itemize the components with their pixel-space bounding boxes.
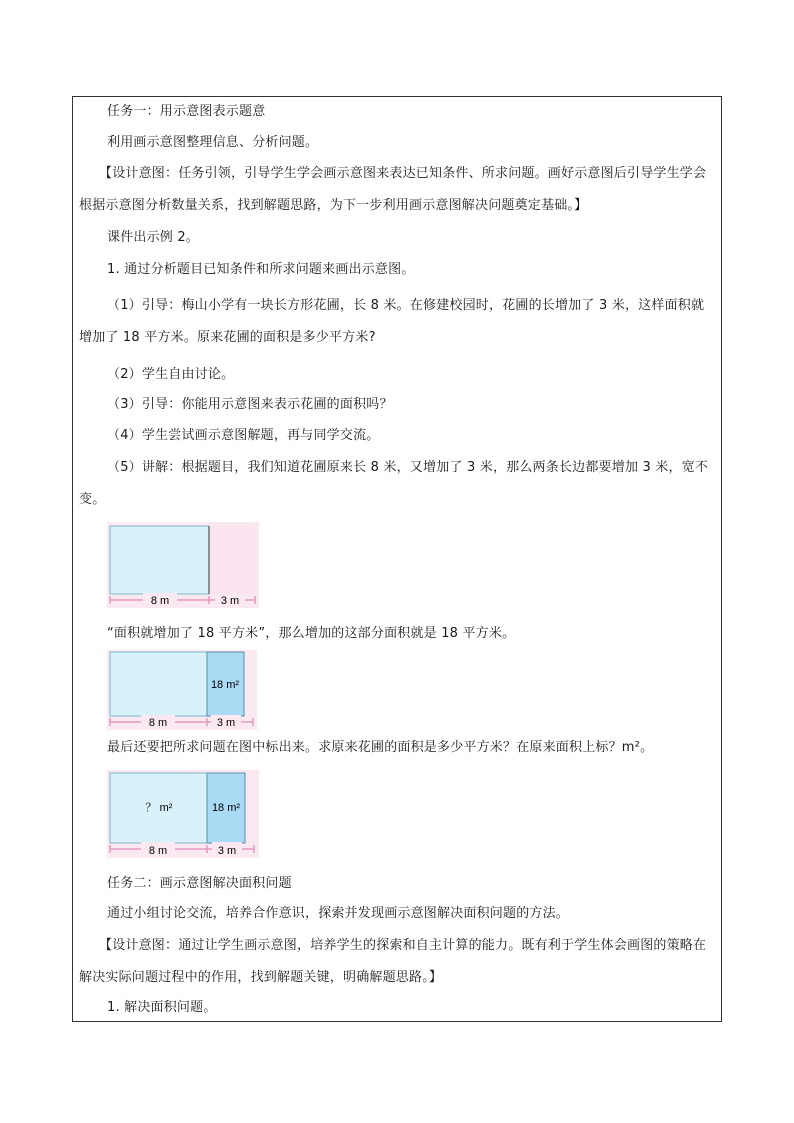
step-guide-3: （3）引导：你能用示意图来表示花圃的面积吗？ <box>107 397 393 412</box>
quote-area-added: “面积就增加了 18 平方米”，那么增加的这部分面积就是 18 平方米。 <box>107 626 516 641</box>
mark-unknown-instruction: 最后还要把所求问题在图中标出来。求原来花圃的面积是多少平方米？在原来面积上标？m²。 <box>107 740 654 755</box>
length-label-8m: 8 m <box>150 595 170 607</box>
task1-title: 任务一：用示意图表示题意 <box>107 104 266 119</box>
length-label-3m: 3 m <box>217 845 237 857</box>
length-label-3m: 3 m <box>216 717 236 729</box>
courseware-note: 课件出示例 2。 <box>107 230 200 245</box>
task2-title: 任务二：画示意图解决面积问题 <box>107 876 292 891</box>
step-guide-4: （4）学生尝试画示意图解题，再与同学交流。 <box>107 428 380 443</box>
step-guide-1: （1）引导：梅山小学有一块长方形花圃，长 8 米。在修建校园时，花圃的长增加了 3 米，这样面积就增加了 18 平方米。原来花圃的面积是多少平方米? <box>79 298 705 345</box>
task2-step-1: 1. 解决面积问题。 <box>107 1000 217 1015</box>
length-label-8m: 8 m <box>148 717 168 729</box>
diagram-unknown-area <box>107 770 259 858</box>
task1-goal: 利用画示意图整理信息、分析问题。 <box>107 135 319 150</box>
diagram-added-area <box>107 650 257 730</box>
step-guide-2: （2）学生自由讨论。 <box>107 367 235 382</box>
task2-goal: 通过小组讨论交流，培养合作意识，探索并发现画示意图解决面积问题的方法。 <box>107 906 570 921</box>
area-label-unknown: ？ m² <box>145 802 173 814</box>
diagram-original-garden <box>107 522 259 608</box>
task2-design-intent: 【设计意图：通过让学生画示意图，培养学生的探索和自主计算的能力。既有利于学生体会画图的策略在解决实际问题过程中的作用，找到解题关键，明确解题思路。】 <box>79 938 707 985</box>
area-label-18: 18 m² <box>210 679 240 691</box>
step-1: 1. 通过分析题目已知条件和所求问题来画出示意图。 <box>107 262 415 277</box>
step-guide-5: （5）讲解：根据题目，我们知道花圃原来长 8 米，又增加了 3 米，那么两条长边都要增加 3 米，宽不变。 <box>79 460 709 507</box>
length-label-3m: 3 m <box>220 595 240 607</box>
task1-design-intent: 【设计意图：任务引领，引导学生学会画示意图来表达已知条件、所求问题。画好示意图后引导学生学会根据示意图分析数量关系，找到解题思路，为下一步利用画示意图解决问题奠定基础。】 <box>79 166 707 213</box>
area-label-18: 18 m² <box>211 802 241 814</box>
length-label-8m: 8 m <box>148 845 168 857</box>
